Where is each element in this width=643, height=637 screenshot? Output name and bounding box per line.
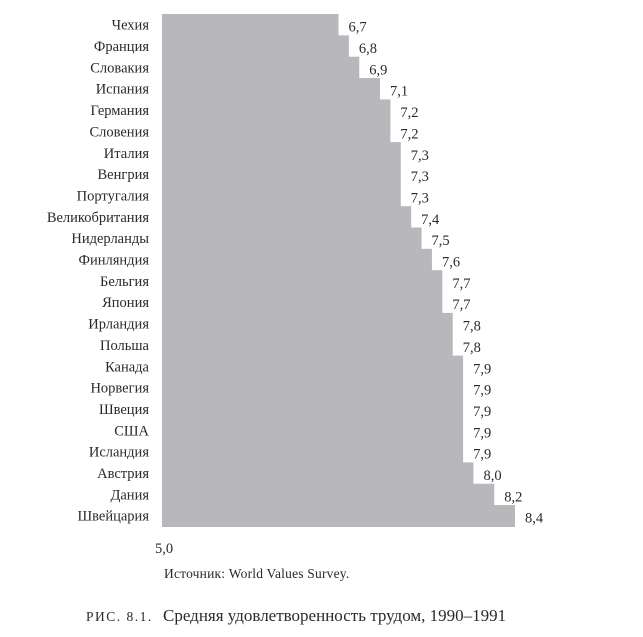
bar xyxy=(162,505,515,527)
value-label: 7,9 xyxy=(473,361,492,378)
figure-caption-text: Средняя удовлетворенность трудом, 1990–1991 xyxy=(163,606,507,625)
value-label: 7,9 xyxy=(473,403,492,420)
value-label: 7,7 xyxy=(452,297,471,314)
bar xyxy=(162,441,463,463)
bar xyxy=(162,270,442,292)
bar xyxy=(162,398,463,420)
value-label: 6,8 xyxy=(358,41,378,58)
bar xyxy=(162,185,401,207)
category-label: Канада xyxy=(105,359,149,376)
figure-caption xyxy=(86,606,506,626)
value-label: 8,2 xyxy=(504,489,523,506)
value-label: 7,3 xyxy=(410,190,429,207)
category-label: Португалия xyxy=(76,188,149,205)
category-label: Франция xyxy=(93,39,149,56)
value-label: 7,4 xyxy=(421,211,440,228)
value-label: 6,7 xyxy=(348,19,367,36)
x-tick-label: 5,0 xyxy=(154,541,174,557)
value-label: 7,3 xyxy=(410,147,429,164)
category-label: Чехия xyxy=(111,17,149,34)
value-label: 8,0 xyxy=(483,468,502,485)
category-label: Ирландия xyxy=(88,316,149,333)
bar xyxy=(162,78,380,100)
value-label: 7,7 xyxy=(452,275,471,292)
value-label: 8,4 xyxy=(525,510,544,527)
category-label: Великобритания xyxy=(46,209,149,226)
bar xyxy=(162,292,442,314)
value-label: 7,3 xyxy=(410,169,429,186)
category-label: Швейцария xyxy=(77,508,149,525)
category-labels-group xyxy=(47,18,150,525)
value-label: 6,9 xyxy=(369,62,388,79)
category-label: Словакия xyxy=(90,60,149,77)
value-label: 7,2 xyxy=(400,105,419,122)
bar xyxy=(162,163,401,185)
bar xyxy=(162,99,390,121)
category-label: Австрия xyxy=(97,466,149,483)
value-label: 7,5 xyxy=(431,233,450,250)
category-label: США xyxy=(114,423,149,440)
bar xyxy=(162,14,339,36)
category-label: Польша xyxy=(100,337,149,354)
category-label: Словения xyxy=(89,124,149,141)
value-label: 7,1 xyxy=(390,83,409,100)
category-label: Испания xyxy=(95,81,149,98)
bar xyxy=(162,462,473,484)
value-label: 7,9 xyxy=(473,446,492,463)
category-label: Япония xyxy=(102,295,149,312)
category-label: Нидерланды xyxy=(71,231,149,248)
bar xyxy=(162,420,463,442)
bar xyxy=(162,206,411,228)
value-label: 7,8 xyxy=(462,318,481,335)
bar xyxy=(162,121,390,143)
bar xyxy=(162,356,463,378)
category-label: Швеция xyxy=(98,401,149,418)
category-label: Италия xyxy=(103,145,149,162)
value-label: 7,6 xyxy=(441,254,461,271)
category-label: Бельгия xyxy=(100,273,149,290)
category-label: Исландия xyxy=(88,444,149,461)
bar xyxy=(162,35,349,57)
bar xyxy=(162,228,422,250)
bar xyxy=(162,484,494,506)
value-label: 7,9 xyxy=(473,425,492,442)
category-label: Финляндия xyxy=(78,252,149,269)
value-label: 7,8 xyxy=(462,339,481,356)
source-note: Источник: World Values Survey. xyxy=(164,566,350,581)
bar xyxy=(162,249,432,271)
value-label: 7,2 xyxy=(400,126,419,143)
figure-number: РИС. 8.1. xyxy=(86,609,153,624)
bar xyxy=(162,142,401,164)
bar xyxy=(162,313,453,335)
category-label: Германия xyxy=(90,103,149,120)
bar xyxy=(162,57,359,79)
category-label: Венгрия xyxy=(97,167,149,184)
category-label: Норвегия xyxy=(90,380,149,397)
category-label: Дания xyxy=(110,487,149,504)
bars-group xyxy=(162,14,515,527)
bar xyxy=(162,377,463,399)
value-label: 7,9 xyxy=(473,382,492,399)
bar xyxy=(162,334,453,356)
